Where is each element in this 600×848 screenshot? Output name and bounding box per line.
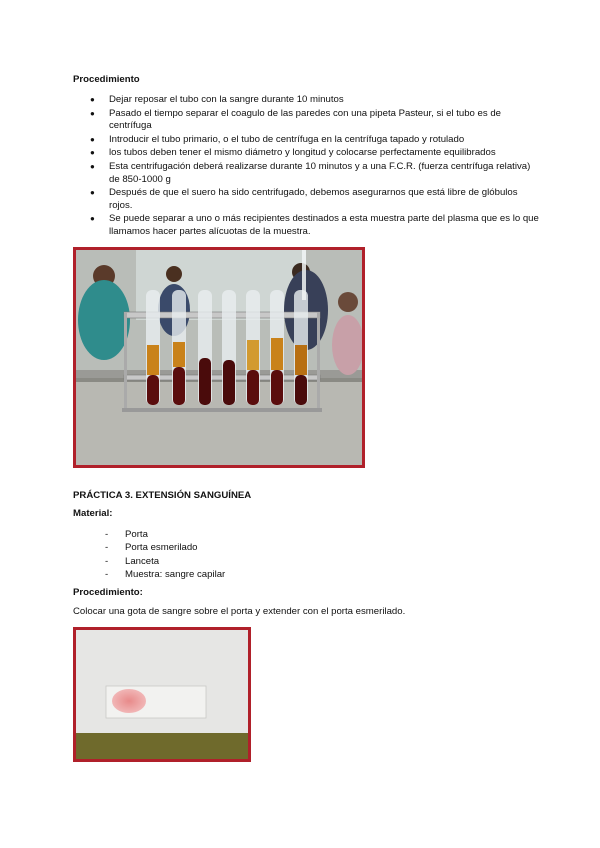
list-item: - Porta esmerilado (105, 541, 225, 554)
test-tubes-photo (73, 247, 365, 468)
list-item: ● Introducir el tubo primario, o el tubo de centrífuga en la centrífuga tapado y rotulado (92, 134, 542, 147)
list-item: - Lanceta (105, 555, 225, 568)
materials-list (105, 528, 225, 582)
list-item: ● los tubos deben tener el mismo diámetro y longitud y colocarse perfectamente equilibrados (92, 147, 542, 160)
list-item: ● Dejar reposar el tubo con la sangre durante 10 minutos (92, 94, 542, 107)
material-heading: Material: (73, 508, 113, 519)
practice-title: PRÁCTICA 3. EXTENSIÓN SANGUÍNEA (73, 490, 252, 501)
procedure-heading: Procedimiento (73, 74, 140, 85)
list-item: ● Pasado el tiempo separar el coagulo de las paredes con una pipeta Pasteur, si el tubo es de centrífuga (92, 108, 542, 133)
procedure-text: Colocar una gota de sangre sobre el porta y extender con el porta esmerilado. (73, 606, 406, 617)
procedure-heading-2: Procedimiento: (73, 587, 143, 598)
list-item: - Muestra: sangre capilar (105, 568, 225, 581)
list-item: ● Después de que el suero ha sido centrifugado, debemos asegurarnos que está libre de glóbulos rojos. (92, 187, 542, 212)
list-item: - Porta (105, 528, 225, 541)
list-item: ● Se puede separar a uno o más recipientes destinados a esta muestra parte del plasma que es lo que llamamos hacer partes alícuotas de la muestra. (92, 213, 542, 238)
blood-smear-photo (73, 627, 251, 762)
procedure-steps-list (92, 94, 542, 240)
list-item: ● Esta centrifugación deberá realizarse durante 10 minutos y a una F.C.R. (fuerza centrífuga relativa) de 850-1000 g (92, 161, 542, 186)
